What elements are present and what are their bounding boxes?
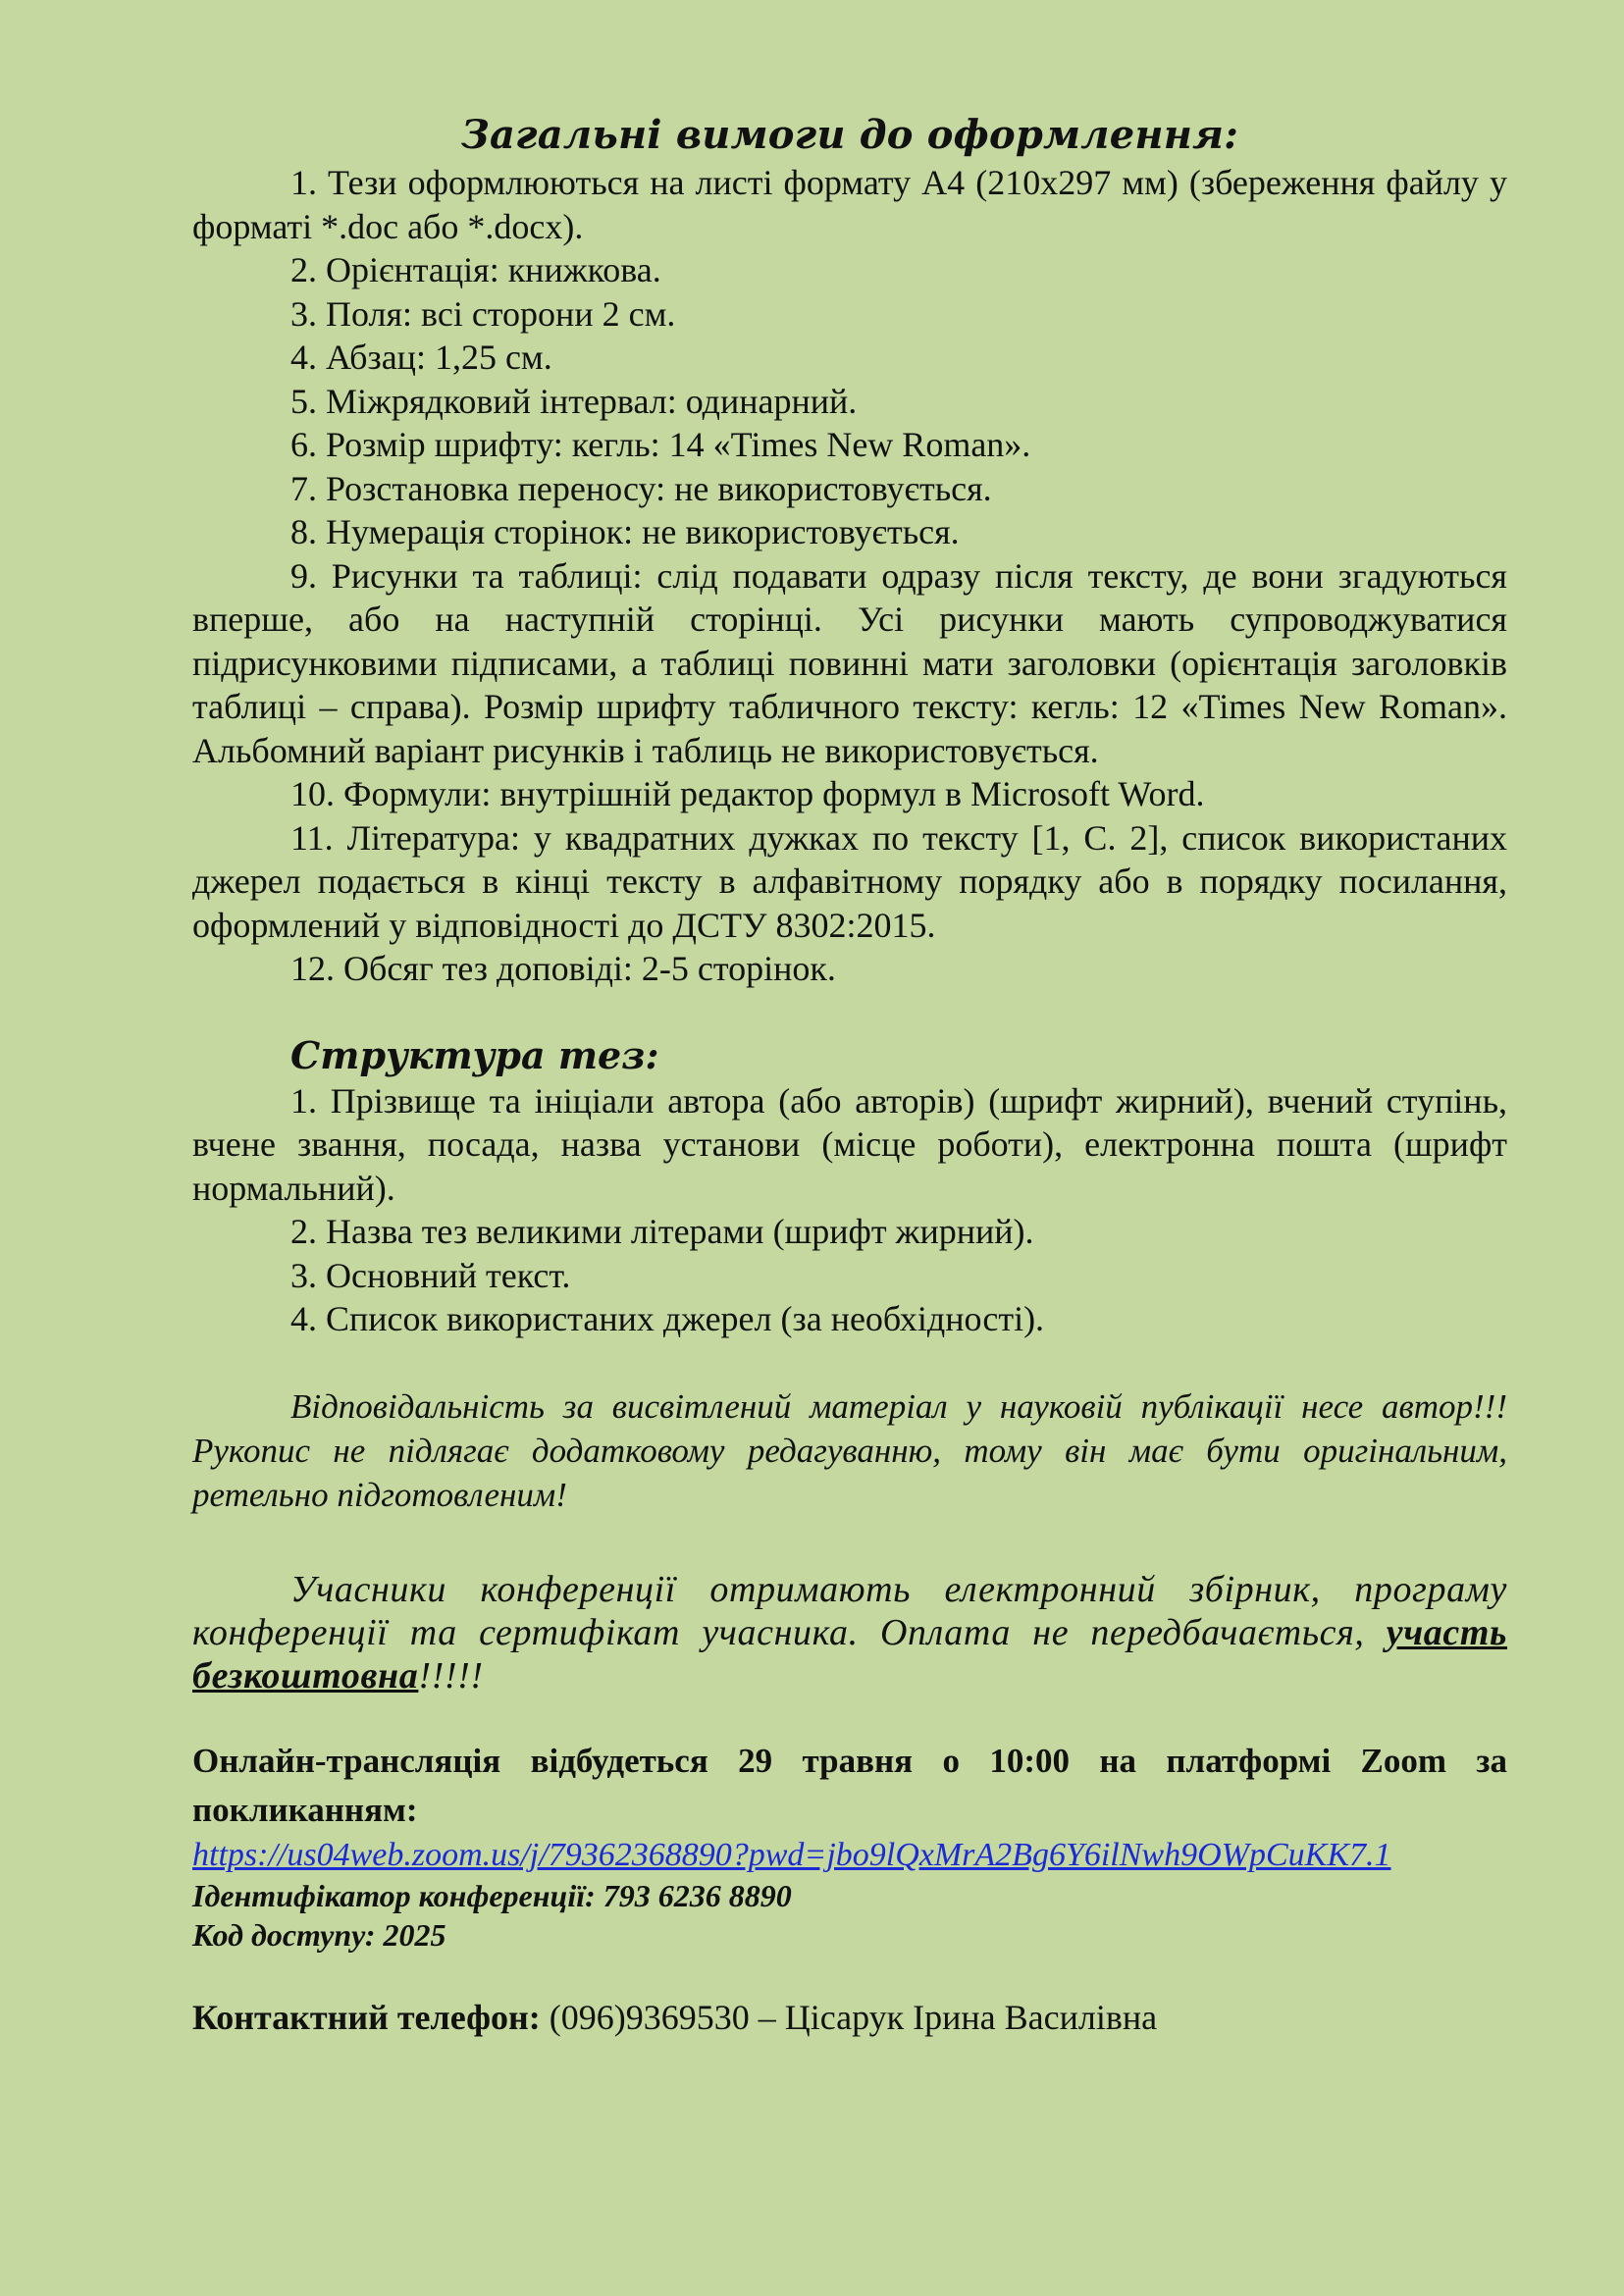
free-participation-emphasis: участь безкоштовна <box>192 1611 1507 1696</box>
document-page <box>192 110 1507 2039</box>
requirement-item: 12. Обсяг тез доповіді: 2-5 сторінок. <box>290 949 836 988</box>
structure-item: 3. Основний текст. <box>290 1255 571 1295</box>
requirement-item: 8. Нумерація сторінок: не використовується. <box>290 512 960 551</box>
conference-id: Ідентифікатор конференції: 793 6236 8890 <box>192 1877 792 1913</box>
online-broadcast-info: Онлайн-трансляція відбудеться 29 травня о 10:00 на платформі Zoom за покликанням: <box>192 1741 1507 1829</box>
requirements-title: Загальні вимоги до оформлення: <box>460 112 1239 158</box>
structure-item: 2. Назва тез великими літерами (шрифт жирний). <box>290 1212 1034 1251</box>
participants-note <box>192 1568 1507 1697</box>
contact-line <box>192 1996 1507 2039</box>
requirement-item: 11. Література: у квадратних дужках по тексту [1, С. 2], список використаних джерел подається в кінці тексту в алфавітному порядку або в порядку посилання, оформлений у відповідності до ДСТУ 8302:2015. <box>192 817 1507 945</box>
requirement-item: 10. Формули: внутрішній редактор формул в Microsoft Word. <box>290 774 1205 813</box>
structure-title: Структура тез: <box>290 1032 659 1077</box>
requirement-item: 5. Міжрядковий інтервал: одинарний. <box>290 381 858 421</box>
structure-item: 4. Список використаних джерел (за необхідності). <box>290 1299 1045 1338</box>
participants-text: Учасники конференції отримають електронний збірник, програму конференції та сертифікат учасника. Оплата не передбачається, <box>192 1568 1507 1653</box>
requirement-item: 9. Рисунки та таблиці: слід подавати одразу після тексту, де вони згадуються вперше, або на наступній сторінці. Усі рисунки мають супроводжуватися підрисунковими підписами, а таблиці повинні мати заголовки (орієнтація заголовків таблиці – справа). Розмір шрифту табличного тексту: кегль: 12 «Times New Roman». Альбомний варіант рисунків і таблиць не використовується. <box>192 555 1507 770</box>
requirement-item: 3. Поля: всі сторони 2 см. <box>290 293 676 334</box>
requirement-item: 4. Абзац: 1,25 см. <box>290 338 552 377</box>
requirement-item: 6. Розмір шрифту: кегль: 14 «Times New Roman». <box>290 425 1031 464</box>
requirement-item: 7. Розстановка переносу: не використовується. <box>290 468 992 508</box>
requirement-item: 2. Орієнтація: книжкова. <box>290 250 661 289</box>
access-code: Код доступу: 2025 <box>192 1916 446 1953</box>
contact-label: Контактний телефон: <box>192 1997 541 2037</box>
contact-value: (096)9369530 – Цісарук Ірина Василівна <box>540 1997 1158 2037</box>
requirement-item: 1. Тези оформлюються на листі формату А4 (210х297 мм) (збереження файлу у форматі *.doc або *.docx). <box>192 163 1507 246</box>
participants-suffix: !!!!! <box>418 1654 484 1696</box>
zoom-link[interactable]: https://us04web.zoom.us/j/79362368890?pwd=jbo9lQxMrA2Bg6Y6ilNwh9OWpCuKK7.1 <box>192 1836 1391 1873</box>
responsibility-note: Відповідальність за висвітлений матеріал у науковій публікації несе автор!!! Рукопис не підлягає додатковому редагуванню, тому він має бути оригінальним, ретельно підготовленим! <box>192 1386 1507 1514</box>
structure-item: 1. Прізвище та ініціали автора (або авторів) (шрифт жирний), вчений ступінь, вчене звання, посада, назва установи (місце роботи), електронна пошта (шрифт нормальний). <box>192 1080 1507 1208</box>
